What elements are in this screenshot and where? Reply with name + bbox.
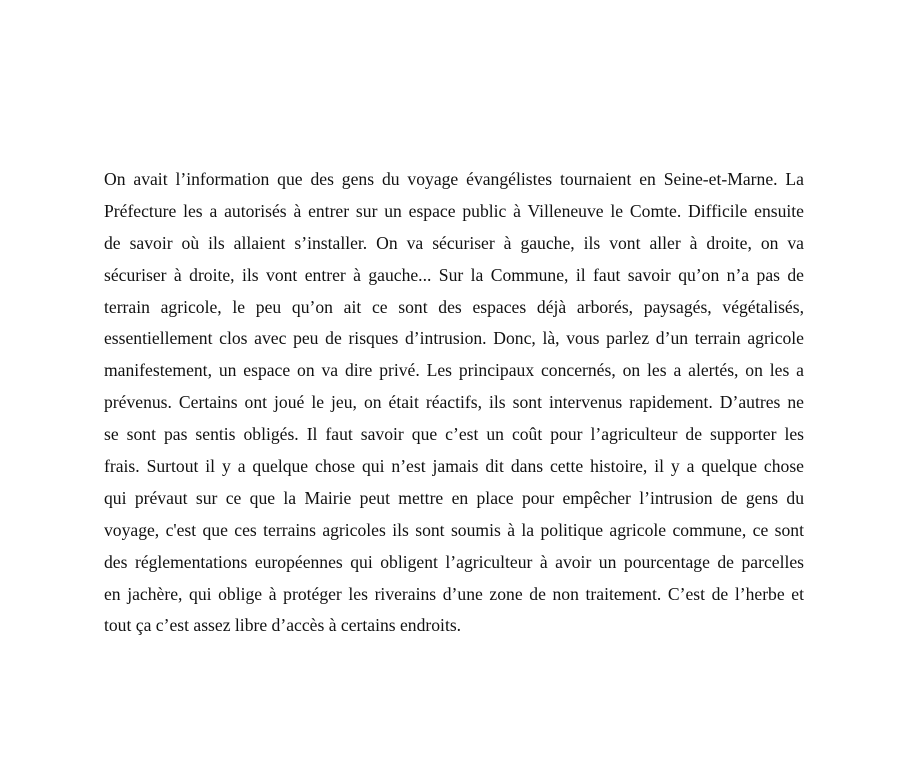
paragraph-line: qui prévaut sur ce que la Mairie peut mettre en place pour empêcher l’intrusion de gens du [104, 487, 804, 508]
paragraph-line: sécuriser à droite, ils vont entrer à gauche... Sur la Commune, il faut savoir qu’on n’a pas de [104, 264, 804, 285]
paragraph-line: des réglementations européennes qui obligent l’agriculteur à avoir un pourcentage de parcelles [104, 551, 804, 572]
paragraph [104, 164, 804, 642]
paragraph-line: terrain agricole, le peu qu’on ait ce sont des espaces déjà arborés, paysagés, végétalisés, [104, 296, 804, 317]
paragraph-line: Préfecture les a autorisés à entrer sur un espace public à Villeneuve le Comte. Difficile ensuite [104, 200, 804, 221]
paragraph-line: se sont pas sentis obligés. Il faut savoir que c’est un coût pour l’agriculteur de supporter les [104, 424, 804, 445]
paragraph-line: manifestement, un espace on va dire privé. Les principaux concernés, on les a alertés, on les a [104, 360, 804, 381]
paragraph-line: en jachère, qui oblige à protéger les riverains d’une zone de non traitement. C’est de l’herbe et [104, 583, 804, 604]
paragraph-line: voyage, c'est que ces terrains agricoles ils sont soumis à la politique agricole commune, ce sont [104, 519, 804, 540]
paragraph-line: tout ça c’est assez libre d’accès à certains endroits. [104, 615, 462, 636]
paragraph-line: prévenus. Certains ont joué le jeu, on était réactifs, ils sont intervenus rapidement. D’autres ne [104, 392, 804, 413]
paragraph-line: frais. Surtout il y a quelque chose qui n’est jamais dit dans cette histoire, il y a quelque chose [104, 456, 804, 477]
paragraph-line: de savoir où ils allaient s’installer. On va sécuriser à gauche, ils vont aller à droite, on va [104, 232, 804, 253]
paragraph-line: essentiellement clos avec peu de risques d’intrusion. Donc, là, vous parlez d’un terrain agricole [104, 328, 804, 349]
paragraph-line: On avait l’information que des gens du voyage évangélistes tournaient en Seine-et-Marne. La [104, 169, 804, 189]
